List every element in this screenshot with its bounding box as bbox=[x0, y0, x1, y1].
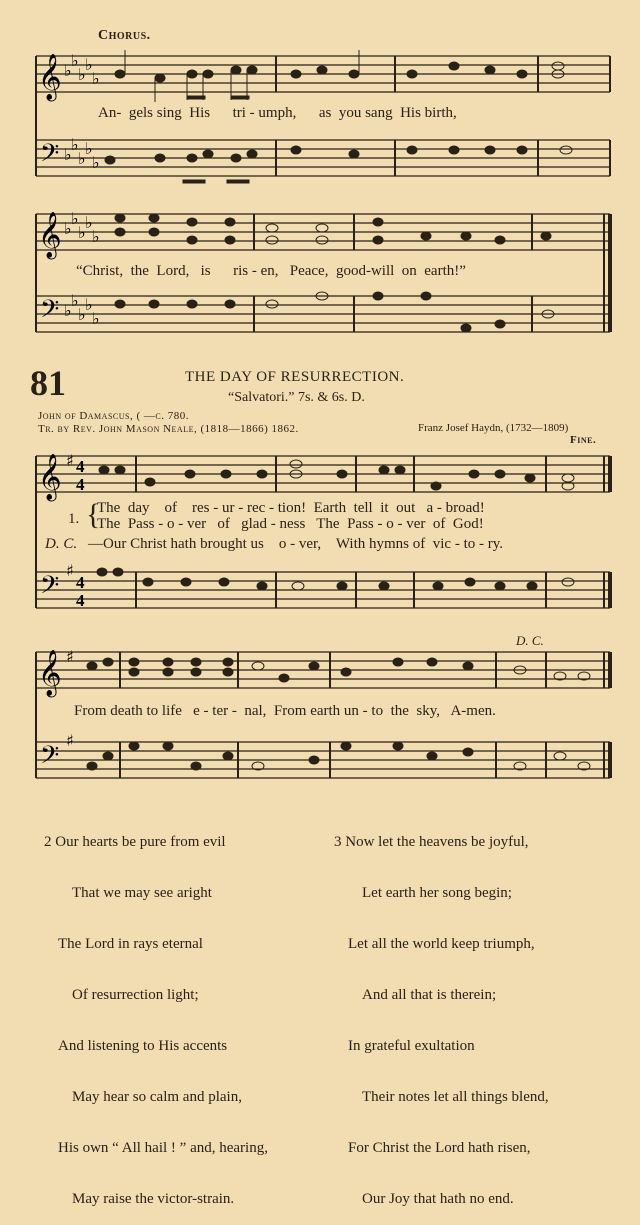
svg-text:♭: ♭ bbox=[78, 65, 86, 84]
tune-name: “Salvatori.” 7s. & 6s. D. bbox=[228, 390, 365, 405]
fine-mark: Fine. bbox=[570, 434, 597, 446]
chorus-label: Chorus. bbox=[98, 28, 151, 43]
verse-2-line: And listening to His accents bbox=[58, 1038, 228, 1054]
verse-3-line: Let all the world keep triumph, bbox=[348, 936, 535, 952]
verse-3-line: Their notes let all things blend, bbox=[362, 1089, 549, 1105]
svg-text:♭: ♭ bbox=[71, 209, 79, 228]
chorus-score-system-2 bbox=[0, 200, 640, 360]
svg-text:♭: ♭ bbox=[71, 291, 79, 310]
svg-text:𝄞: 𝄞 bbox=[38, 212, 62, 258]
svg-text:♭: ♭ bbox=[78, 223, 86, 242]
verse-3-line: In grateful exultation bbox=[348, 1038, 475, 1054]
svg-text:4: 4 bbox=[76, 475, 85, 494]
verse-brace: { bbox=[86, 498, 101, 531]
svg-text:♭: ♭ bbox=[78, 305, 86, 324]
dc-mark: D. C. bbox=[516, 633, 544, 648]
dc-label: D. C. bbox=[45, 536, 78, 552]
dc-line: —Our Christ hath brought us o - ver, With hymns of vic - to - ry. bbox=[88, 536, 503, 552]
svg-text:♭: ♭ bbox=[64, 219, 72, 238]
svg-text:♭: ♭ bbox=[85, 55, 93, 74]
svg-text:𝄢: 𝄢 bbox=[40, 295, 60, 330]
verse-number: 1. bbox=[68, 511, 80, 527]
verse-2 bbox=[44, 800, 268, 1225]
svg-text:♭: ♭ bbox=[71, 51, 79, 70]
verse-2-line: Of resurrection light; bbox=[72, 987, 199, 1003]
svg-text:♭: ♭ bbox=[64, 61, 72, 80]
chorus-lyrics-line-2: “Christ, the Lord, is ris - en, Peace, good-will on earth!” bbox=[76, 263, 466, 279]
svg-text:♭: ♭ bbox=[64, 301, 72, 320]
author-credit: John of Damascus, ( —c. 780. bbox=[38, 410, 189, 422]
svg-text:𝄢: 𝄢 bbox=[40, 741, 60, 776]
svg-text:♭: ♭ bbox=[92, 153, 100, 172]
svg-text:♭: ♭ bbox=[92, 69, 100, 88]
hymn-number: 81 bbox=[30, 363, 66, 403]
svg-text:♯: ♯ bbox=[66, 561, 74, 580]
verse-2-line: The Lord in rays eternal bbox=[58, 936, 203, 952]
key-signature-flats bbox=[64, 51, 100, 172]
verse-3 bbox=[334, 800, 549, 1225]
chorus-lyrics-line-1: An- gels sing His tri - umph, as you sang His birth, bbox=[98, 105, 457, 121]
svg-text:♭: ♭ bbox=[92, 227, 100, 246]
svg-text:♯: ♯ bbox=[66, 451, 74, 470]
svg-text:♭: ♭ bbox=[85, 295, 93, 314]
translator-credit: Tr. by Rev. John Mason Neale, (1818—1866) 1862. bbox=[38, 423, 299, 435]
chorus-score-system-1 bbox=[0, 0, 640, 200]
verse-3-line: And all that is therein; bbox=[362, 987, 497, 1003]
verse-2-line: May hear so calm and plain, bbox=[72, 1089, 242, 1105]
bass-clef: 𝄢 bbox=[40, 139, 60, 174]
verse-2-line: That we may see aright bbox=[72, 885, 212, 901]
svg-text:𝄞: 𝄞 bbox=[38, 650, 62, 696]
svg-text:𝄞: 𝄞 bbox=[38, 454, 62, 500]
verse-3-line: Our Joy that hath no end. bbox=[362, 1191, 514, 1207]
svg-text:4: 4 bbox=[76, 591, 85, 610]
svg-text:𝄢: 𝄢 bbox=[40, 571, 60, 606]
time-signature-treble: 4 bbox=[76, 457, 85, 476]
svg-text:♭: ♭ bbox=[78, 149, 86, 168]
svg-text:♭: ♭ bbox=[71, 135, 79, 154]
treble-clef: 𝄞 bbox=[38, 54, 62, 100]
verse-2-line: May raise the victor-strain. bbox=[72, 1191, 235, 1207]
svg-text:♭: ♭ bbox=[64, 145, 72, 164]
svg-text:♯: ♯ bbox=[66, 647, 74, 666]
verse-3-line: For Christ the Lord hath risen, bbox=[348, 1140, 531, 1156]
time-signature-bass: 4 bbox=[76, 573, 85, 592]
verse-2-line: His own “ All hail ! ” and, hearing, bbox=[58, 1140, 268, 1156]
verse-1-line-1: The day of res - ur - rec - tion! Earth tell it out a - broad! bbox=[97, 500, 485, 516]
hymn-title: THE DAY OF RESURRECTION. bbox=[185, 369, 405, 385]
verse-1-line-3: From death to life e - ter - nal, From earth un - to the sky, A-men. bbox=[74, 703, 496, 719]
verse-3-line: 3 Now let the heavens be joyful, bbox=[334, 834, 529, 850]
composer-credit: Franz Josef Haydn, (1732—1809) bbox=[418, 422, 569, 434]
svg-text:♭: ♭ bbox=[92, 309, 100, 328]
svg-text:♭: ♭ bbox=[85, 213, 93, 232]
verse-1-line-2: The Pass - o - ver of glad - ness The Pass - o - ver of God! bbox=[97, 516, 484, 532]
verse-2-line: 2 Our hearts be pure from evil bbox=[44, 834, 226, 850]
verse-3-line: Let earth her song begin; bbox=[362, 885, 512, 901]
svg-text:♯: ♯ bbox=[66, 731, 74, 750]
svg-text:♭: ♭ bbox=[85, 139, 93, 158]
bass-staff-1 bbox=[36, 140, 610, 176]
